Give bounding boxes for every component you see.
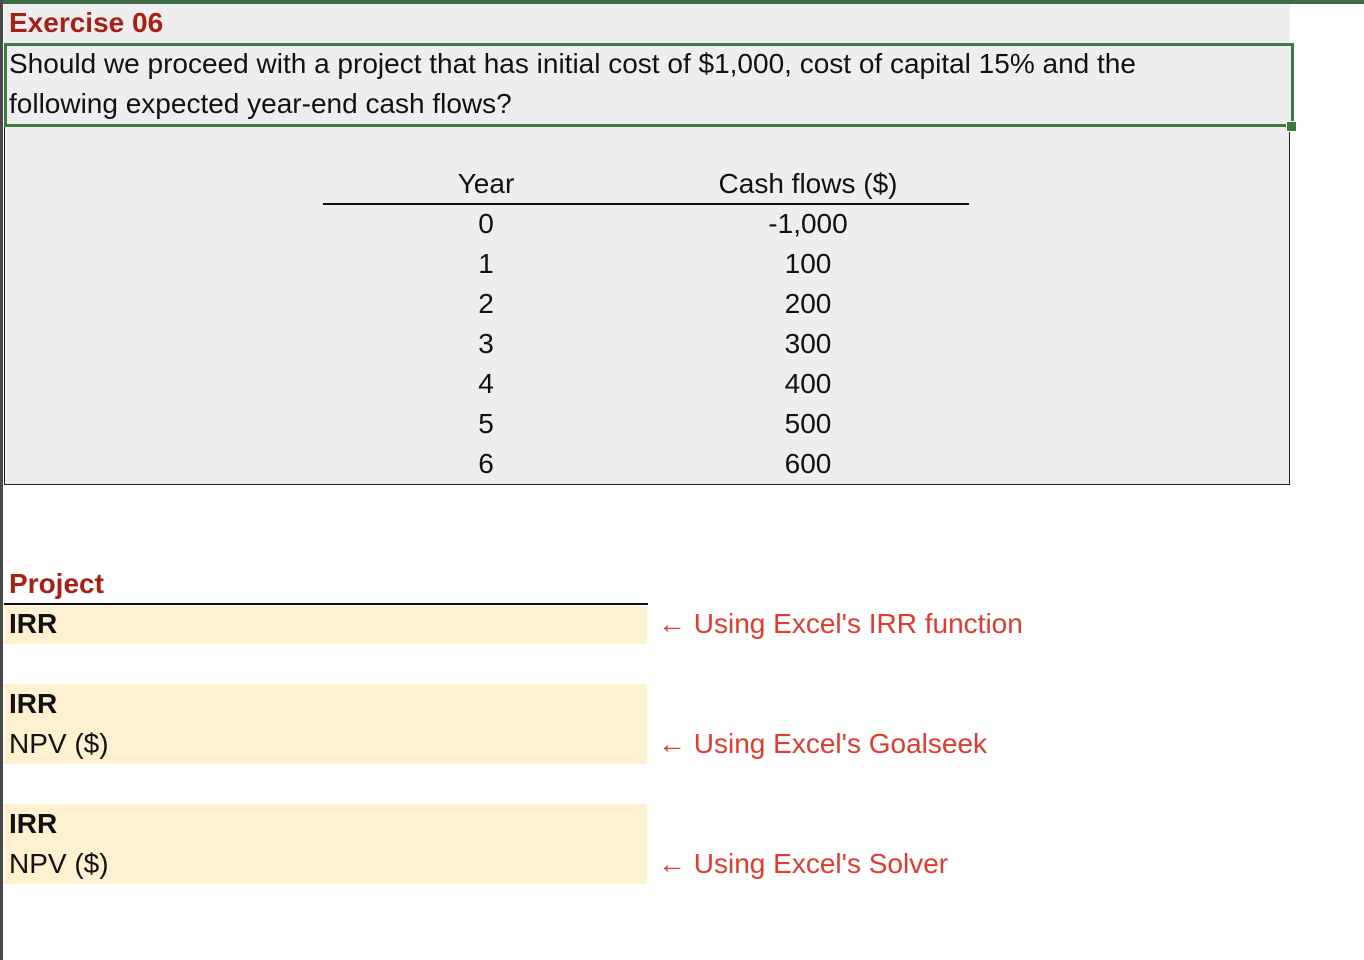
cash-flow-cell[interactable]: 300	[784, 328, 832, 359]
solver-note: ← Using Excel's Solver	[658, 848, 949, 879]
cash-flow-cell[interactable]: -1,000	[768, 208, 848, 239]
year-cell[interactable]: 6	[478, 448, 494, 479]
irr-function-input[interactable]	[4, 606, 647, 644]
solver-irr-label: IRR	[9, 808, 58, 839]
goalseek-note: ← Using Excel's Goalseek	[658, 728, 988, 759]
header-underline	[323, 203, 969, 205]
cash-flows-header: Cash flows ($)	[718, 168, 898, 199]
cash-flow-cell[interactable]: 200	[784, 288, 832, 319]
goalseek-irr-label: IRR	[9, 688, 58, 719]
question-line-1: Should we proceed with a project that has initial cost of $1,000, cost of capital 15% and the	[9, 48, 1136, 79]
irr-function-note: ← Using Excel's IRR function	[658, 608, 1023, 639]
cash-flow-cell[interactable]: 100	[784, 248, 832, 279]
exercise-title: Exercise 06	[9, 7, 164, 38]
year-cell[interactable]: 5	[478, 408, 494, 439]
fill-handle[interactable]	[1286, 121, 1297, 132]
project-heading: Project	[9, 568, 104, 599]
cash-flow-cell[interactable]: 600	[784, 448, 832, 479]
year-cell[interactable]: 0	[478, 208, 494, 239]
irr-label: IRR	[9, 608, 58, 639]
year-cell[interactable]: 3	[478, 328, 494, 359]
goalseek-npv-label: NPV ($)	[9, 728, 109, 759]
project-underline	[4, 603, 648, 605]
year-header: Year	[457, 168, 515, 199]
cash-flow-cell[interactable]: 400	[784, 368, 832, 399]
question-line-2: following expected year-end cash flows?	[9, 88, 512, 119]
year-cell[interactable]: 1	[478, 248, 494, 279]
title-cell[interactable]	[4, 4, 1290, 44]
year-cell[interactable]: 4	[478, 368, 494, 399]
solver-npv-label: NPV ($)	[9, 848, 109, 879]
year-cell[interactable]: 2	[478, 288, 494, 319]
sheet-left-border	[0, 0, 3, 960]
cash-flow-cell[interactable]: 500	[784, 408, 832, 439]
